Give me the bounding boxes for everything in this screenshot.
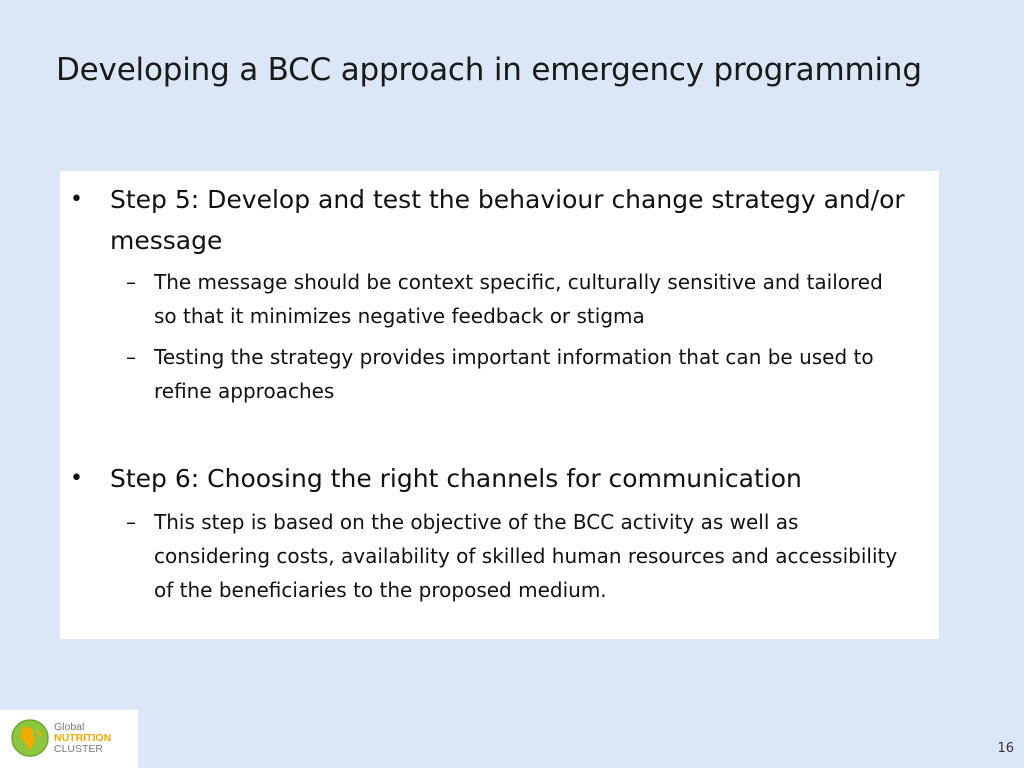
bullet-step-6	[70, 458, 910, 499]
bullet-text: Step 6: Choosing the right channels for communication	[110, 464, 802, 493]
content-box	[60, 171, 939, 639]
bullet-text: Step 5: Develop and test the behaviour change strategy and/or message	[110, 185, 905, 255]
subitem-text: Testing the strategy provides important information that can be used to refine approaches	[154, 345, 874, 403]
subitem	[126, 505, 904, 607]
dash-marker: –	[126, 345, 136, 369]
bullet-step-5	[70, 179, 910, 261]
logo-text-cluster: CLUSTER	[54, 743, 104, 755]
logo-text-global: Global	[54, 721, 85, 733]
page-number: 16	[997, 741, 1014, 756]
globe-icon	[10, 718, 50, 758]
dash-marker: –	[126, 270, 136, 294]
logo-text-nutrition: NUTRITION	[54, 732, 112, 744]
bullet-marker: •	[70, 187, 83, 212]
slide-title: Developing a BCC approach in emergency programming	[56, 52, 922, 88]
dash-marker: –	[126, 510, 136, 534]
subitem-text: The message should be context specific, culturally sensitive and tailored so that it minimizes negative feedback or stigma	[154, 270, 883, 328]
subitem	[126, 340, 904, 408]
bullet-marker: •	[70, 466, 83, 491]
global-nutrition-cluster-logo	[0, 710, 138, 768]
subitem	[126, 265, 904, 333]
subitem-text: This step is based on the objective of the BCC activity as well as considering costs, availability of skilled human resources and accessibility of the beneficiaries to the proposed medium.	[154, 510, 898, 602]
